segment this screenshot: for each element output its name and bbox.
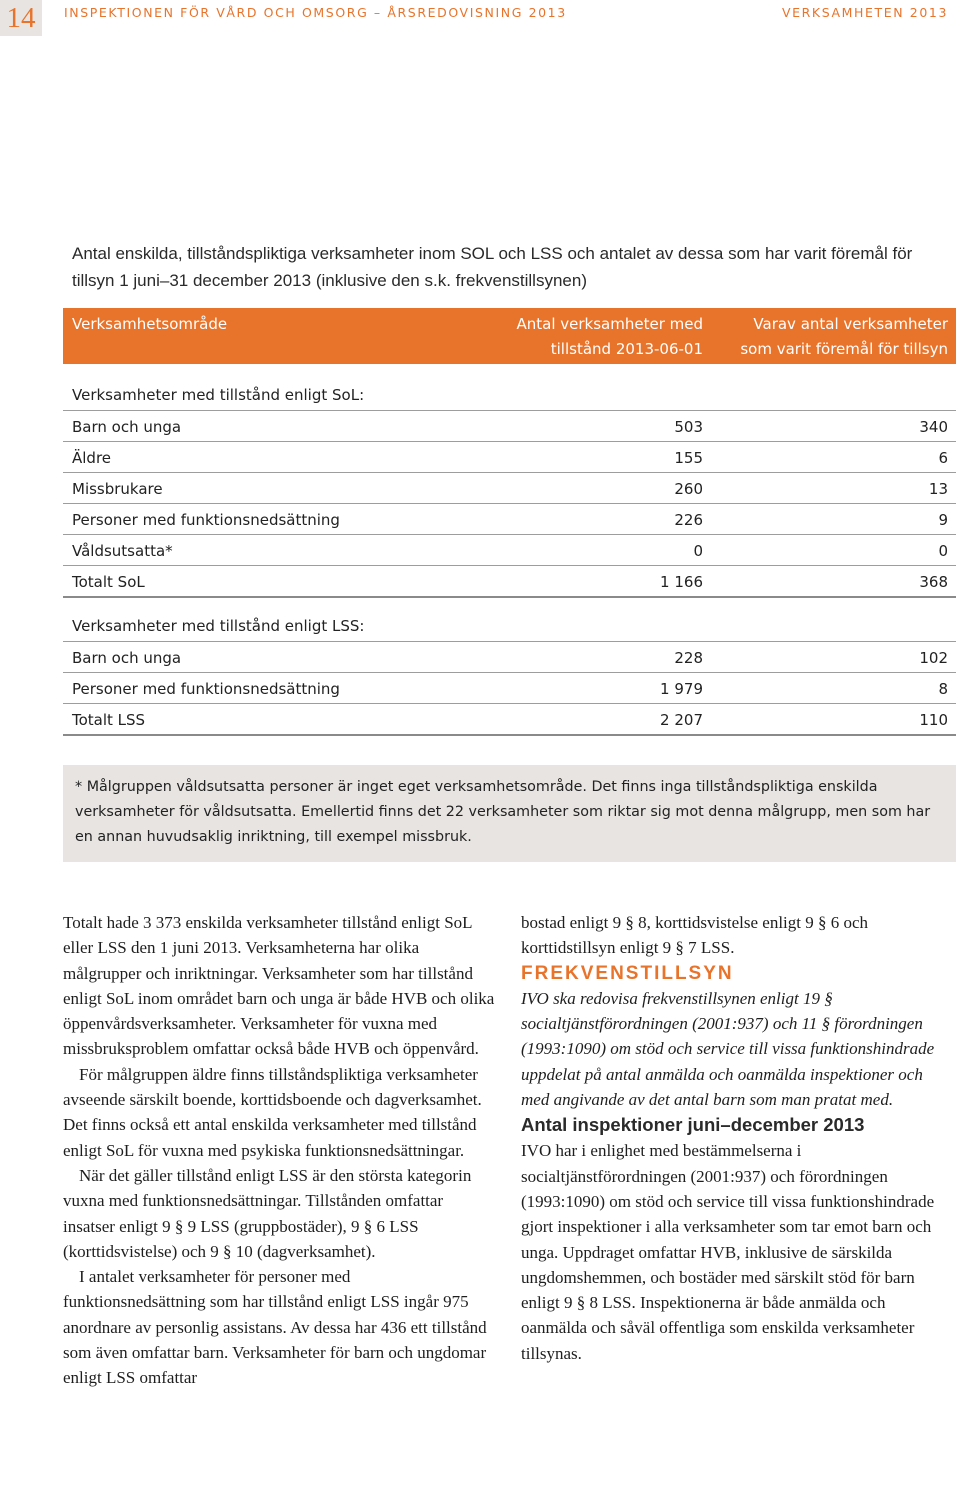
row-permits: 2 207	[660, 711, 703, 729]
table-row	[63, 473, 956, 504]
table-title: Antal enskilda, tillståndspliktiga verksamheter inom SOL och LSS och antalet av dessa som har varit föremål för tillsyn 1 juni–31 december 2013 (inklusive den s.k. frekvenstillsynen)	[72, 244, 913, 290]
left-column	[63, 910, 495, 1391]
row-label: Personer med funktionsnedsättning	[72, 680, 340, 698]
row-permits: 228	[674, 649, 703, 667]
running-title: INSPEKTIONEN FÖR VÅRD OCH OMSORG – ÅRSREDOVISNING 2013	[64, 5, 567, 20]
section-heading-sol: Verksamheter med tillstånd enligt SoL:	[63, 379, 956, 411]
paragraph: Totalt hade 3 373 enskilda verksamheter tillstånd enligt SoL eller LSS den 1 juni 2013. Verksamheterna har olika målgrupper och inriktningar. Verksamheter som har tillstånd enligt SoL inom området barn och unga är både HVB och olika öppenvårdsverksamheter. Verksamheter för vuxna med missbruksproblem omfattar också både HVB och öppenvård.	[63, 913, 495, 1059]
row-inspected: 0	[938, 542, 948, 560]
page-header	[0, 0, 960, 36]
row-inspected: 13	[928, 480, 948, 498]
row-permits: 0	[693, 542, 703, 560]
right-column	[521, 910, 953, 1366]
section-gap	[63, 598, 956, 610]
row-label: Våldsutsatta*	[72, 542, 173, 560]
row-label: Totalt SoL	[72, 573, 145, 591]
table-row	[63, 673, 956, 704]
paragraph: IVO har i enlighet med bestämmelserna i socialtjänstförordningen (2001:937) och förordningen (1993:1090) om stöd och service till vissa funktionshindrade gjort inspektioner i alla verksamheter som tar emot barn och unga. Uppdraget omfattar HVB, inklusive de särskilda ungdomshemmen, och bostäder med särskilt stöd för barn enligt 9 § 8 LSS. Inspektionerna är både anmälda och oanmälda och såväl offentliga som enskilda verksamheter tillsynas.	[521, 1141, 935, 1363]
table-row	[63, 504, 956, 535]
row-inspected: 340	[919, 418, 948, 436]
section-heading: FREKVENSTILLSYN	[521, 962, 734, 984]
paragraph: I antalet verksamheter för personer med funktionsnedsättning som har tillstånd enligt LSS ingår 975 anordnare av personlig assistans. Av dessa har 436 ett tillstånd som även omfattar barn. Verksamheter för barn och ungdomar enligt LSS omfattar	[63, 1267, 487, 1388]
table-row-total-sol	[63, 566, 956, 598]
row-permits: 155	[674, 449, 703, 467]
row-label: Äldre	[72, 449, 112, 467]
table-row-total-lss	[63, 704, 956, 736]
row-permits: 1 979	[660, 680, 703, 698]
row-inspected: 9	[938, 511, 948, 529]
row-inspected: 368	[919, 573, 948, 591]
page-number: 14	[0, 0, 42, 36]
header-permits	[517, 312, 704, 362]
row-label: Personer med funktionsnedsättning	[72, 511, 340, 529]
table-row	[63, 642, 956, 673]
row-inspected: 102	[919, 649, 948, 667]
header-area: Verksamhetsområde	[72, 315, 228, 333]
header-inspected-line1: Varav antal verksamheter	[753, 315, 948, 333]
row-label: Totalt LSS	[72, 711, 146, 729]
row-inspected: 6	[938, 449, 948, 467]
paragraph: För målgruppen äldre finns tillståndspliktiga verksamheter avseende särskilt boende, korttidsboende och dagverksamhet. Det finns också ett antal enskilda verksamheter med tillstånd enligt SoL för vuxna med psykiska funktionsnedsättningar.	[63, 1064, 482, 1160]
table-body	[63, 379, 956, 736]
row-inspected: 110	[919, 711, 948, 729]
row-permits: 260	[674, 480, 703, 498]
row-label: Barn och unga	[72, 418, 182, 436]
row-inspected: 8	[938, 680, 948, 698]
table-row	[63, 535, 956, 566]
paragraph: bostad enligt 9 § 8, korttidsvistelse enligt 9 § 6 och korttidstillsyn enligt 9 § 7 LSS.	[521, 913, 869, 958]
row-permits: 226	[674, 511, 703, 529]
table-row	[63, 442, 956, 473]
header-permits-line2: tillstånd 2013-06-01	[550, 340, 703, 358]
section-heading-lss: Verksamheter med tillstånd enligt LSS:	[63, 610, 956, 642]
table-row	[63, 411, 956, 442]
italic-paragraph: IVO ska redovisa frekvenstillsynen enligt 19 § socialtjänstförordningen (2001:937) och 11 § förordningen (1993:1090) om stöd och service till vissa funktionshindrade uppdelat på antal anmälda och oanmälda inspektioner och med angivande av det antal barn som man pratat med.	[521, 988, 935, 1110]
header-inspected-line2: som varit föremål för tillsyn	[740, 340, 948, 358]
row-label: Missbrukare	[72, 480, 163, 498]
table-header	[63, 308, 956, 364]
table-footnote: * Målgruppen våldsutsatta personer är inget eget verksamhetsområde. Det finns inga tillståndspliktiga enskilda verksamheter för våldsutsatta. Emellertid finns det 22 verksamheter som riktar sig mot denna målgrupp, men som har en annan huvudsaklig inriktning, till exempel missbruk.	[63, 765, 956, 862]
row-permits: 1 166	[660, 573, 703, 591]
paragraph: När det gäller tillstånd enligt LSS är den största kategorin vuxna med funktionsnedsättningar. Tillstånden omfattar insatser enligt 9 § 9 LSS (gruppbostäder), 9 § 6 LSS (korttidsvistelse) och 9 § 10 (dagverksamhet).	[63, 1165, 472, 1261]
section-title: VERKSAMHETEN 2013	[782, 5, 948, 20]
subheading: Antal inspektioner juni–december 2013	[521, 1114, 865, 1136]
header-permits-line1: Antal verksamheter med	[516, 315, 703, 333]
row-permits: 503	[674, 418, 703, 436]
row-label: Barn och unga	[72, 649, 182, 667]
header-inspected	[740, 312, 948, 362]
